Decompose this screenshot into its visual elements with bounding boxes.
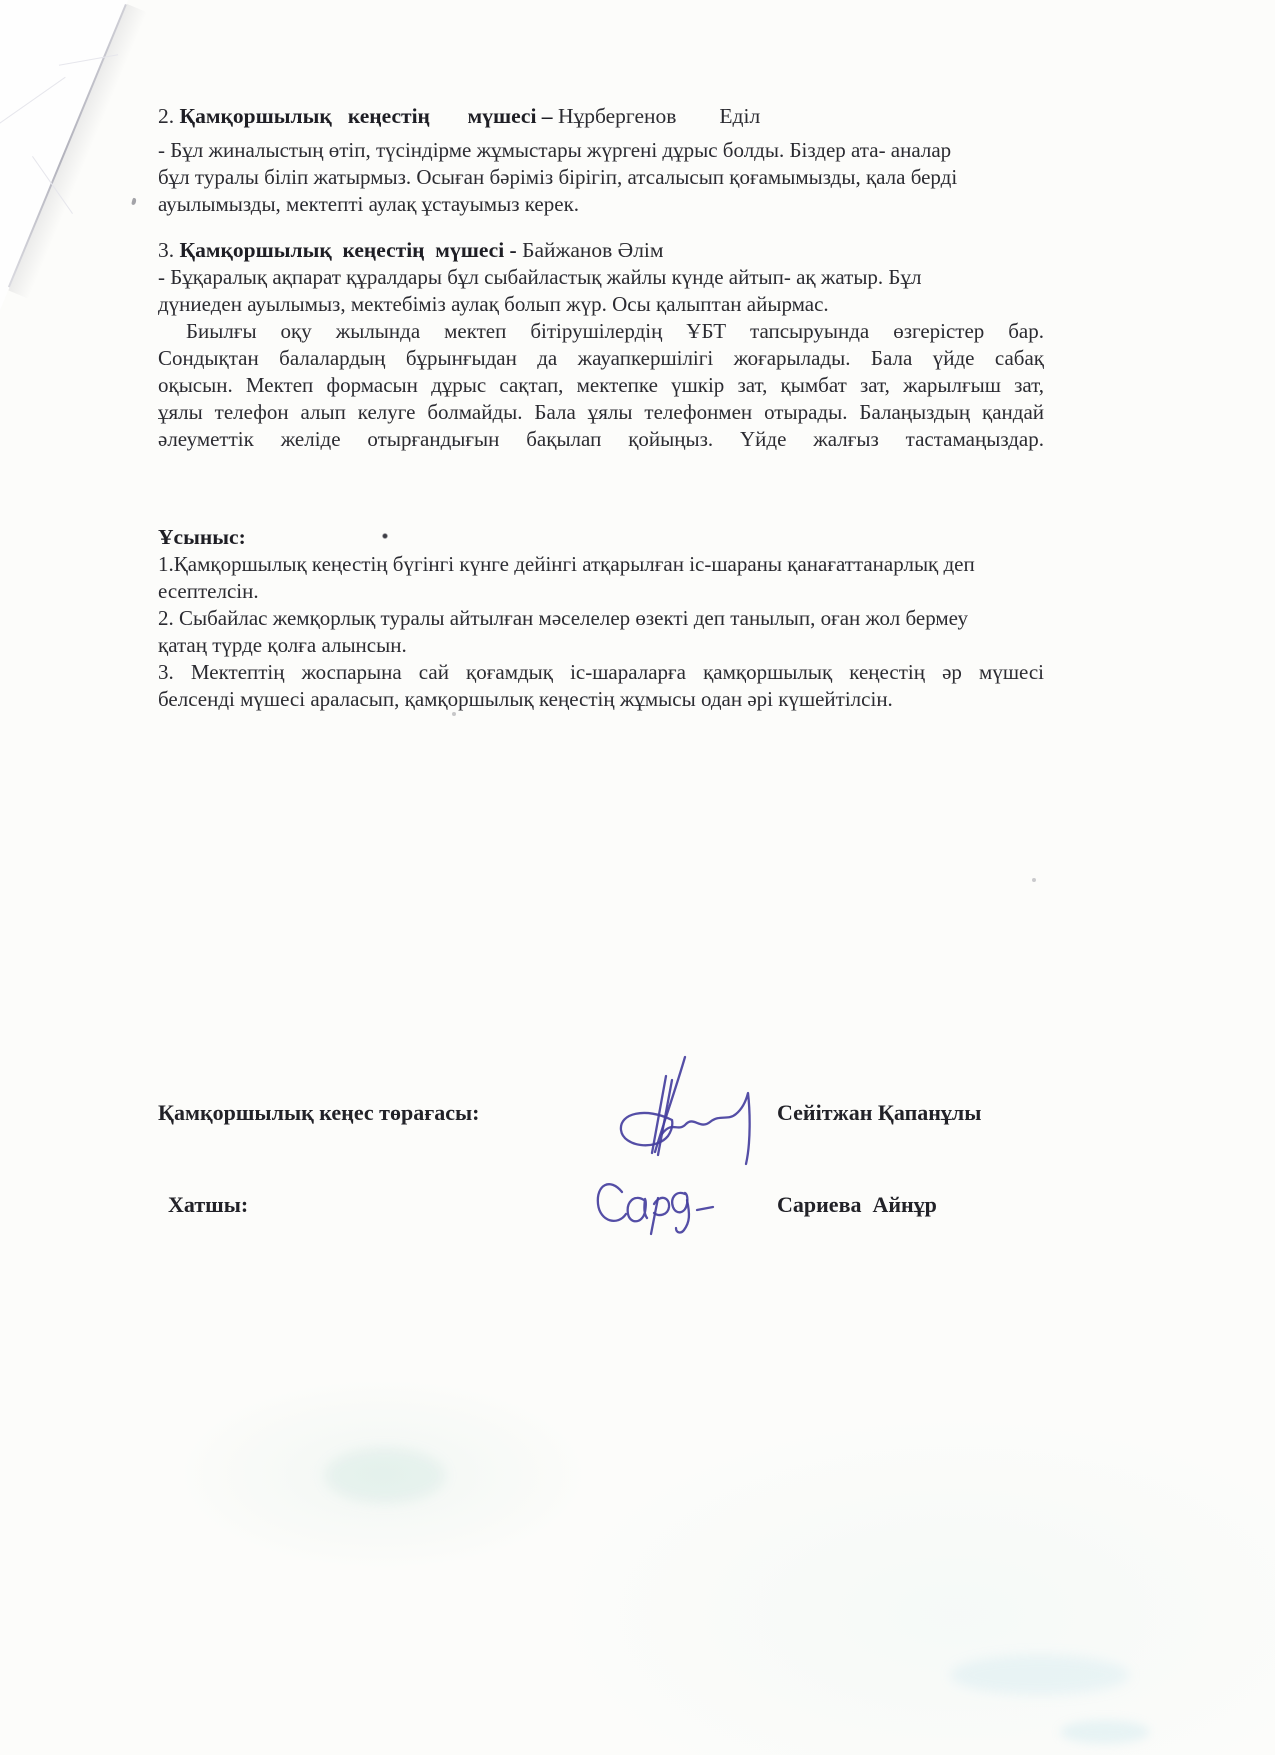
chairman-name: Сейітжан Қапанұлы (777, 1100, 982, 1125)
section-3-heading (158, 237, 1044, 264)
proposal-line: есептелсін. (158, 579, 259, 603)
proposal-line: 2. Сыбайлас жемқорлық туралы айтылған мәселелер өзекті деп танылып, оған жол бермеу (158, 606, 968, 630)
section-3-title: Қамқоршылық кеңестің мүшесі - (179, 238, 523, 262)
section-2-title: Қамқоршылық кеңестің мүшесі – (179, 104, 558, 128)
paragraph-line: дүниеден ауылымыз, мектебіміз аулақ болып жүр. Осы қалыптан айырмас. (158, 292, 829, 316)
section-2-paragraph (158, 137, 1044, 218)
proposal-line: қатаң түрде қолға алынсын. (158, 633, 407, 657)
scan-smudge (325, 1448, 445, 1503)
section-2-person: Нұрбергенов Еділ (557, 104, 761, 128)
scan-artifact (1032, 878, 1036, 882)
section-3-person: Байжанов Әлім (522, 238, 664, 262)
chairman-label: Қамқоршылық кеңес төрағасы: (158, 1100, 480, 1125)
paragraph-line: бұл туралы біліп жатырмыз. Осыған бәріміз бірігіп, атсалысып қоғамымызды, қала берді (158, 165, 958, 189)
proposal-line: 3. Мектептің жоспарына сай қоғамдық іс-шараларға қамқоршылық кеңестің әр мүшесі (158, 660, 1044, 684)
scan-artifact (131, 198, 137, 206)
chairman-signature (612, 1050, 787, 1175)
section-2-heading (158, 103, 1044, 130)
section-3-number: 3. (158, 238, 180, 262)
secretary-name: Сариева Айнұр (777, 1192, 937, 1217)
scan-smudge (1060, 1720, 1150, 1744)
proposals-heading: Ұсыныс: (158, 525, 246, 549)
scan-artifact (382, 533, 388, 539)
paragraph-line: ауылымызды, мектепті аулақ ұстауымыз керек. (158, 192, 580, 216)
paragraph-line: - Бұқаралық ақпарат құралдары бұл сыбайластық жайлы күнде айтып- ақ жатыр. Бұл (158, 265, 922, 289)
paragraph-line: оқысын. Мектеп формасын дұрыс сақтап, мектепке үшкір зат, қымбат зат, жарылғыш зат, (158, 373, 1044, 397)
proposal-line: 1.Қамқоршылық кеңестің бүгінгі күнге дейінгі атқарылған іс-шараны қанағаттанарлық деп (158, 552, 975, 576)
proposals-list (158, 551, 1044, 713)
paragraph-line: ұялы телефон алып келуге болмайды. Бала ұялы телефонмен отырады. Балаңыздың қандай (158, 400, 1044, 424)
section-2-number: 2. (158, 104, 180, 128)
proposal-line: белсенді мүшесі араласып, қамқоршылық кеңестің жұмысы одан әрі күшейтілсін. (158, 687, 893, 711)
paragraph-line: Биылғы оқу жылында мектеп бітірушілердің ҰБТ тапсыруында өзгерістер бар. (186, 319, 1044, 343)
secretary-label: Хатшы: (168, 1192, 249, 1217)
scan-artifact (452, 712, 456, 716)
secretary-signature (592, 1170, 727, 1242)
scan-smudge (950, 1655, 1130, 1695)
paragraph-line: - Бұл жиналыстың өтіп, түсіндірме жұмыстары жүргені дұрыс болды. Біздер ата- аналар (158, 138, 952, 162)
section-3-justified-paragraph (158, 318, 1044, 453)
section-3-paragraph (158, 264, 1044, 318)
paragraph-line: Сондықтан балалардың бұрынғыдан да жауапкершілігі жоғарылады. Бала үйде сабақ (158, 346, 1044, 370)
paragraph-line: әлеуметтік желіде отырғандығын бақылап қойыңыз. Үйде жалғыз тастамаңыздар. (158, 427, 1044, 451)
